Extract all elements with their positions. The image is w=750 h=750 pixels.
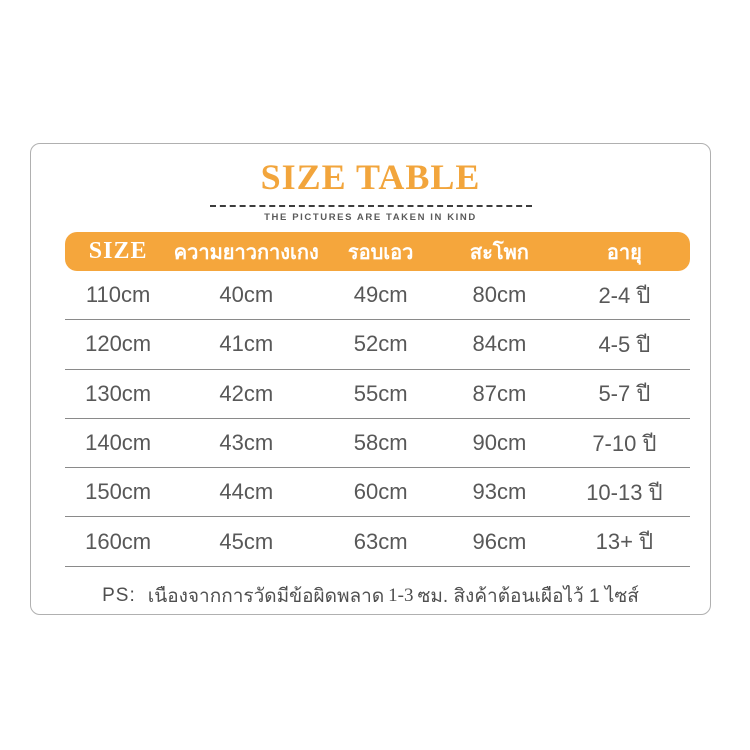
table-cell: 5-7 ปี — [598, 381, 651, 407]
table-cell: 58cm — [353, 430, 408, 456]
table-body — [65, 271, 690, 567]
table-cell: 93cm — [472, 479, 527, 505]
note-text: เนืองจากการวัดมีข้อผิดพลาด — [147, 585, 385, 607]
table-cell: 45cm — [219, 528, 274, 554]
table-cell: 2-4 ปี — [598, 282, 651, 308]
table-cell: 60cm — [353, 479, 408, 505]
table-cell: 52cm — [353, 331, 408, 357]
table-cell: 140cm — [85, 430, 152, 456]
header-cell-2: รอบเอว — [347, 241, 414, 264]
table-cell: 7-10 ปี — [592, 430, 657, 456]
table-cell: 44cm — [219, 479, 274, 505]
table-cell: 43cm — [219, 430, 274, 456]
table-cell: 110cm — [85, 282, 151, 308]
note-tolerance-value: 1-3 — [388, 584, 414, 606]
table-cell: 96cm — [472, 528, 527, 554]
table-row — [65, 517, 690, 566]
note-text-2: ซม. สิงค้าต้อนเผือไว้ 1 ไซส์ — [417, 585, 639, 607]
table-cell: 120cm — [85, 331, 152, 357]
table-row — [65, 468, 690, 517]
header-cell-0: SIZE — [88, 238, 148, 264]
table-cell: 160cm — [85, 528, 152, 554]
table-cell: 150cm — [85, 479, 152, 505]
table-cell: 55cm — [353, 380, 408, 406]
subtitle: THE PICTURES ARE TAKEN IN KIND — [264, 212, 477, 223]
table-header-row — [65, 232, 690, 271]
header-cell-3: สะโพก — [469, 241, 529, 264]
header-cell-4: อายุ — [606, 241, 642, 264]
table-cell: 80cm — [472, 282, 527, 308]
table-row — [65, 320, 690, 369]
table-cell: 40cm — [219, 282, 274, 308]
table-cell: 63cm — [353, 528, 408, 554]
page-title: SIZE TABLE — [260, 157, 481, 197]
table-cell: 84cm — [472, 331, 527, 357]
header-cell-1: ความยาวกางเกง — [173, 241, 319, 264]
table-cell: 4-5 ปี — [598, 331, 651, 357]
table-row — [65, 370, 690, 419]
table-cell: 130cm — [85, 380, 152, 406]
table-row — [65, 419, 690, 468]
table-row — [65, 271, 690, 320]
table-cell: 90cm — [472, 430, 527, 456]
note — [31, 567, 710, 625]
table-cell: 41cm — [219, 331, 274, 357]
size-table-card — [30, 143, 711, 615]
table-cell: 13+ ปี — [595, 529, 654, 555]
table-cell: 87cm — [472, 380, 527, 406]
table-cell: 49cm — [353, 282, 408, 308]
table-cell: 10-13 ปี — [586, 479, 663, 505]
table-cell: 42cm — [219, 380, 274, 406]
dashed-divider — [210, 205, 532, 207]
note-prefix: PS: — [102, 584, 136, 606]
